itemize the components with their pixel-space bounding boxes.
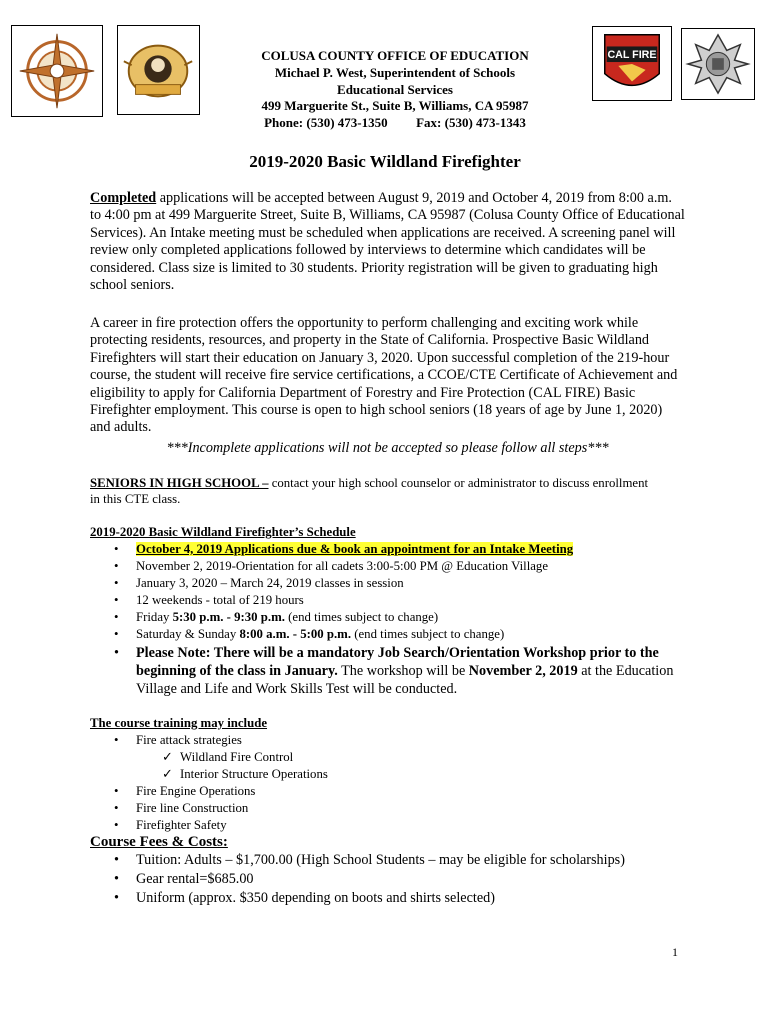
seniors-note [90, 475, 650, 507]
training-list [90, 732, 690, 748]
list-item: • November 2, 2019-Orientation for all cadets 3:00-5:00 PM @ Education Village [114, 559, 549, 573]
workshop-note: • Please Note: There will be a mandatory Job Search/Orientation Workshop prior to the beginning of the class in January. The workshop will be November 2, 2019 at the Education Village and Life and Work Skills Test will be conducted. [114, 645, 674, 697]
fees-list [90, 851, 690, 908]
checkmark-icon: ✓ [162, 750, 173, 764]
page-title: 2019-2020 Basic Wildland Firefighter [249, 152, 521, 171]
contact-line [215, 114, 575, 131]
seniors-label: SENIORS IN HIGH SCHOOL – [90, 476, 269, 490]
list-item: • Fire attack strategies [114, 733, 242, 747]
warning-text: ***Incomplete applications will not be accepted so please follow all steps*** [166, 440, 609, 456]
fees-section [90, 834, 690, 908]
svg-text:CAL FIRE: CAL FIRE [607, 49, 657, 62]
intro-text: applications will be accepted between August 9, 2019 and October 4, 2019 from 8:00 a.m. to 4:00 pm at 499 Marguerite Street, Suite B, Williams, CA 95987 (Colusa County Office of Educational Services). An Intake meeting must be scheduled when applications are received. A screening panel will review only completed applications followed by interviews to determine which candidates will be considered. Class size is limited to 30 students. Priority registration will be given to graduating high school seniors. [90, 190, 685, 294]
page-number: 1 [672, 945, 678, 959]
training-list-2 [90, 783, 690, 833]
list-item: • Uniform (approx. $350 depending on boots and shirts selected) [114, 890, 495, 907]
career-paragraph: A career in fire protection offers the opportunity to perform challenging and exciting work while protecting residents, resources, and property in the State of California. Prospective Basic Wildland Firefighters will start their education on January 3, 2020. Upon successful completion of the 219-hour course, the student will receive fire service certifications, a CCOE/CTE Certificate of Achievement and eligibility to apply for California Department of Forestry and Fire Protection (CAL FIRE) Basic Firefighter employment. This course is open to high school seniors (18 years of age by June 1, 2020) and adults. [90, 315, 678, 436]
org-name: COLUSA COUNTY OFFICE OF EDUCATION [261, 48, 529, 63]
list-item: • Saturday & Sunday 8:00 a.m. - 5:00 p.m. (end times subject to change) [114, 627, 505, 641]
training-heading: The course training may include [90, 716, 268, 730]
list-item: • Gear rental=$685.00 [114, 871, 254, 888]
list-item: • January 3, 2020 – March 24, 2019 classes in session [114, 576, 404, 590]
list-item: ✓ Interior Structure Operations [162, 767, 328, 781]
checkmark-icon: ✓ [162, 767, 173, 781]
school-seal-logo [117, 25, 200, 115]
schedule-list [90, 541, 690, 698]
completed-emphasis: Completed [90, 190, 157, 206]
training-section [90, 715, 690, 833]
list-item: • Tuition: Adults – $1,700.00 (High School Students – may be eligible for scholarships) [114, 852, 625, 869]
phone: Phone: (530) 473-1350 [264, 115, 388, 130]
address: 499 Marguerite St., Suite B, Williams, CA 95987 [261, 98, 529, 113]
list-item: ✓ Wildland Fire Control [162, 750, 294, 764]
compass-logo [11, 25, 103, 117]
calfire-logo [592, 26, 672, 101]
list-item: • Firefighter Safety [114, 818, 227, 832]
list-item: • 12 weekends - total of 219 hours [114, 593, 304, 607]
maltese-cross-logo [681, 28, 755, 100]
schedule-section [90, 524, 690, 698]
list-item: • Fire line Construction [114, 801, 249, 815]
attack-sublist [90, 749, 690, 782]
application-deadline: October 4, 2019 Applications due & book an appointment for an Intake Meeting [136, 542, 574, 556]
seniors-text: contact your high school counselor or administrator to discuss enrollment in this CTE class. [90, 476, 649, 506]
department: Educational Services [337, 82, 453, 97]
fax: Fax: (530) 473-1343 [416, 115, 526, 130]
superintendent: Michael P. West, Superintendent of Schools [274, 65, 516, 80]
intro-paragraph [90, 190, 685, 294]
list-item: • October 4, 2019 Applications due & book an appointment for an Intake Meeting [114, 542, 574, 556]
list-item: • Fire Engine Operations [114, 784, 256, 798]
schedule-heading: 2019-2020 Basic Wildland Firefighter’s Schedule [90, 525, 356, 539]
list-item: • Friday 5:30 p.m. - 9:30 p.m. (end times subject to change) [114, 610, 439, 624]
fees-heading: Course Fees & Costs: [90, 834, 228, 850]
